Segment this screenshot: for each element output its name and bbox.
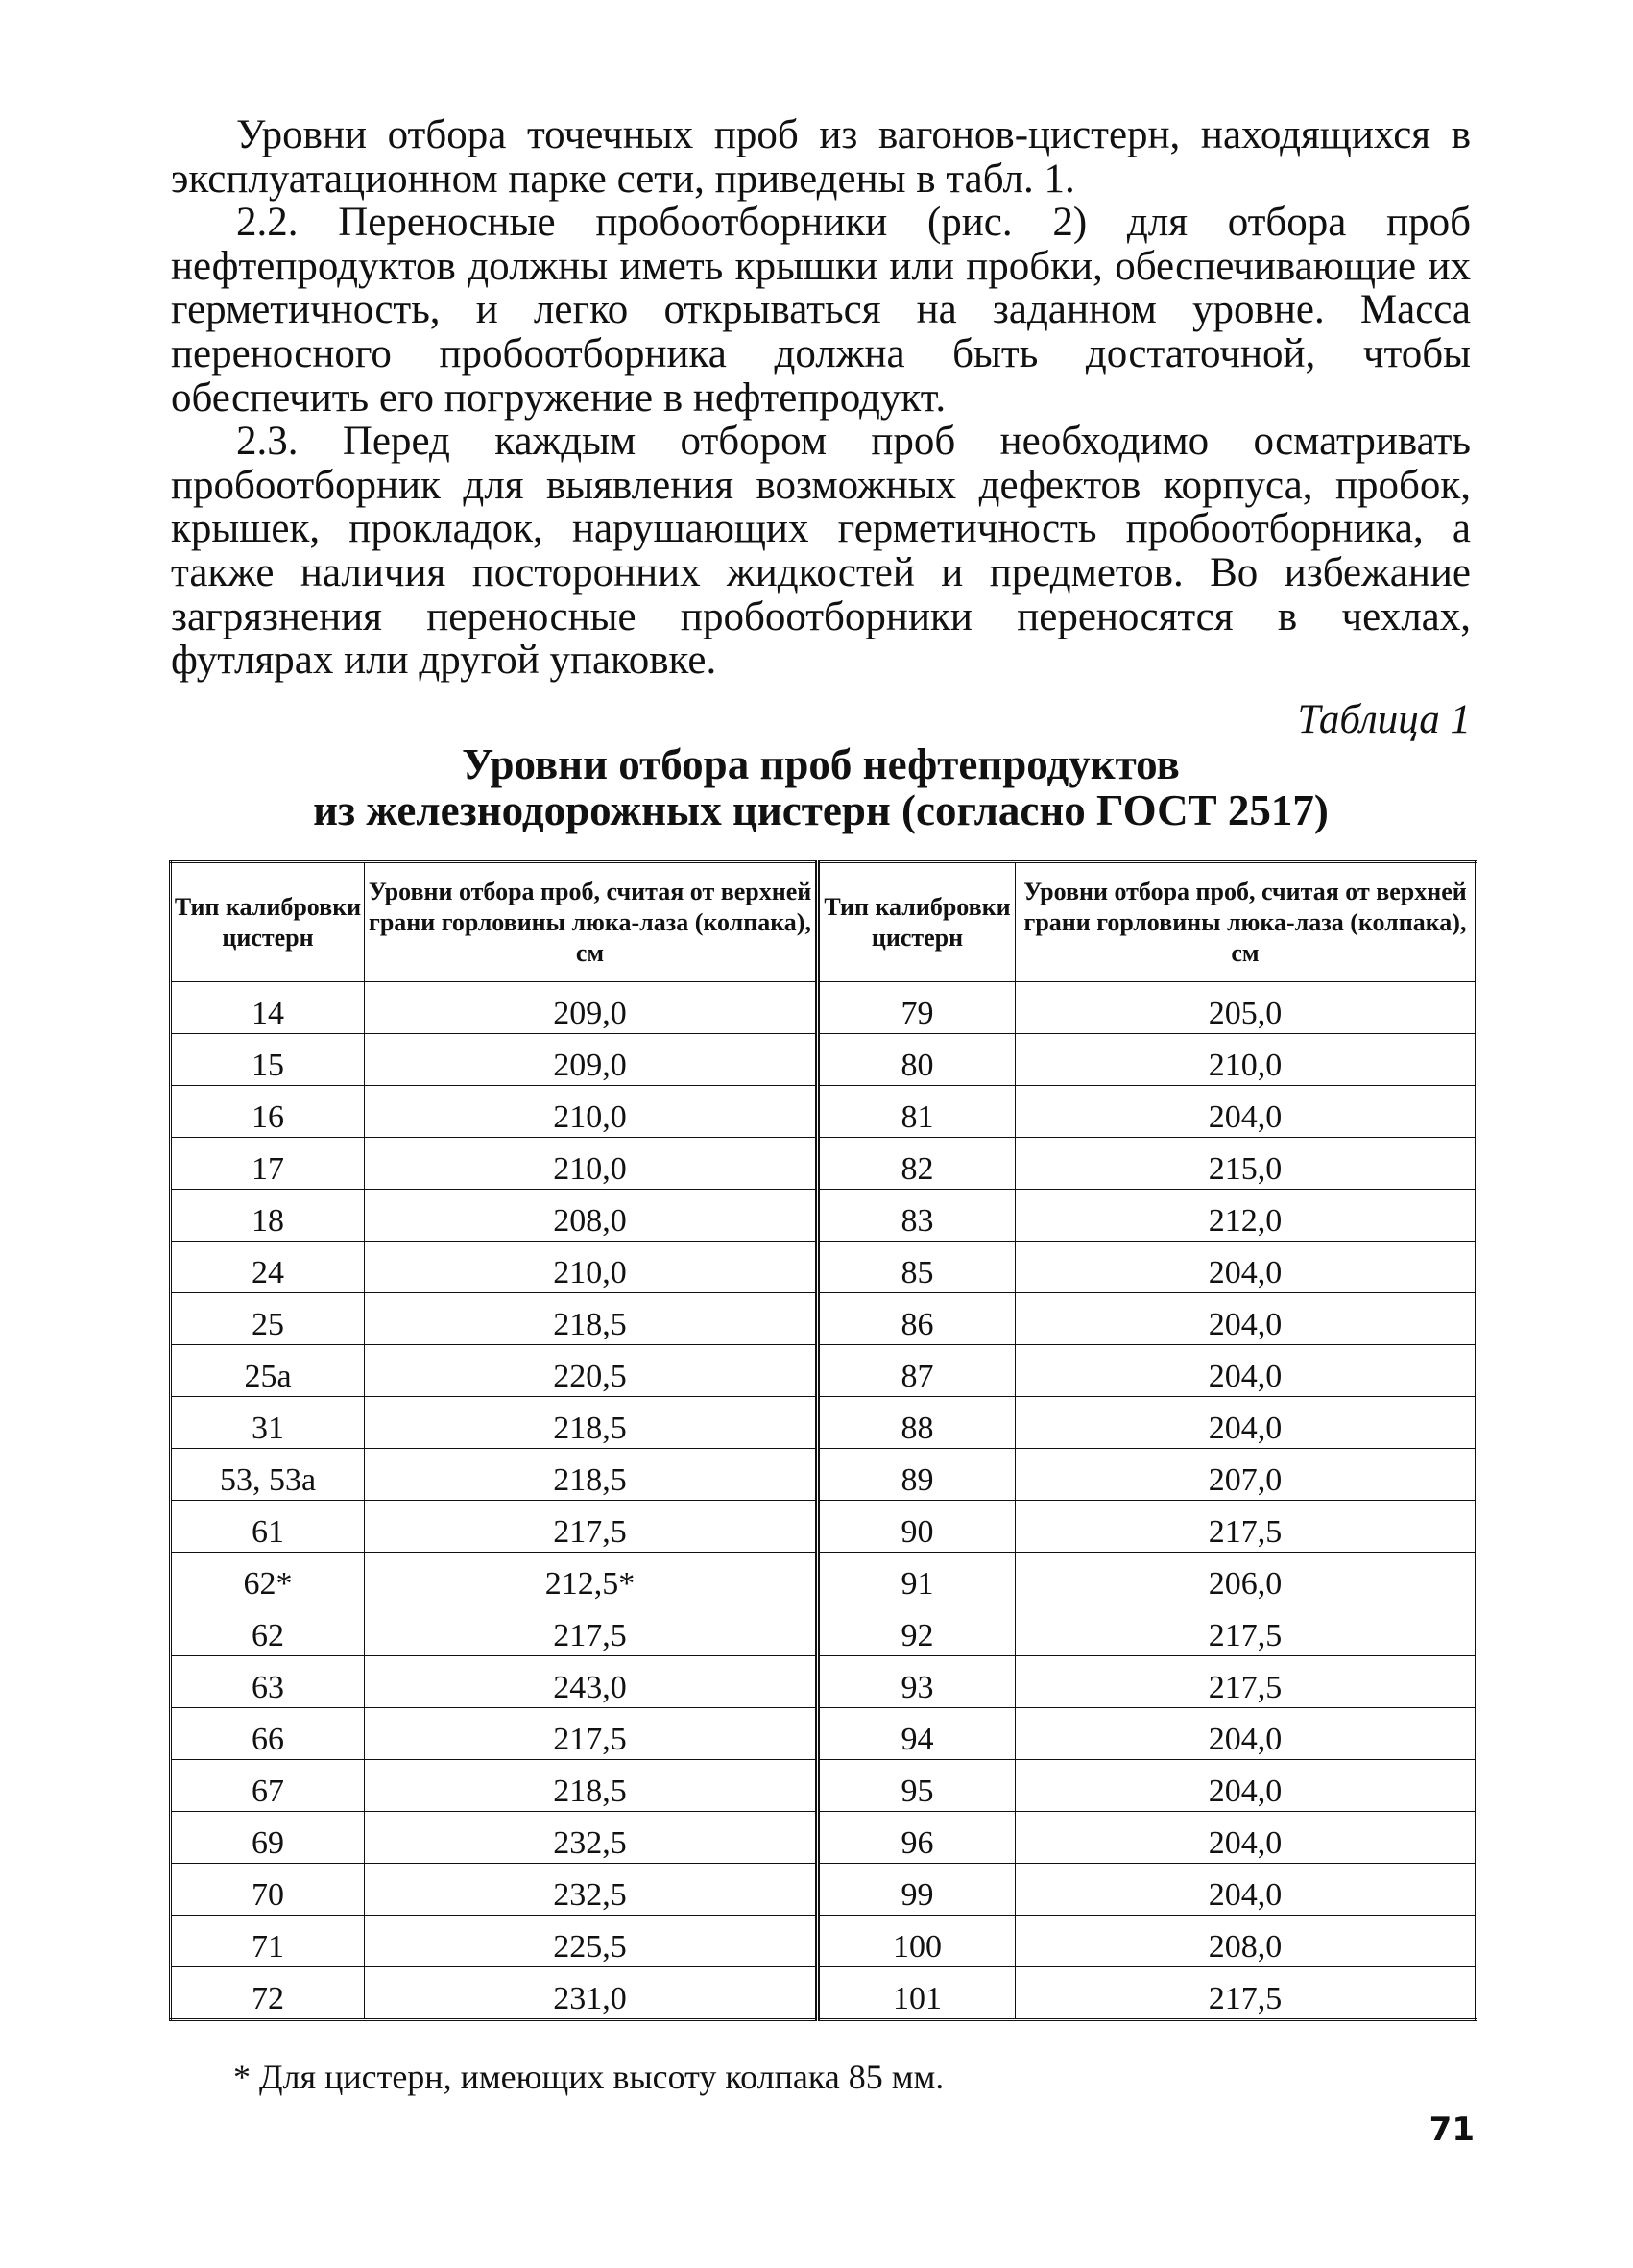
cell-level: 217,5 — [365, 1604, 818, 1656]
cell-tank-type: 31 — [171, 1397, 365, 1449]
cell-tank-type: 94 — [818, 1708, 1016, 1760]
table-row — [171, 1604, 1477, 1656]
table-row — [171, 982, 1477, 1034]
cell-level: 208,0 — [1016, 1916, 1477, 1967]
table-row — [171, 1190, 1477, 1242]
table-row — [171, 1034, 1477, 1086]
cell-tank-type: 14 — [171, 982, 365, 1034]
table-body — [171, 982, 1477, 2020]
cell-tank-type: 80 — [818, 1034, 1016, 1086]
table-row — [171, 1708, 1477, 1760]
cell-tank-type: 61 — [171, 1501, 365, 1553]
table-header-row — [171, 862, 1477, 982]
cell-level: 210,0 — [365, 1138, 818, 1190]
cell-level: 204,0 — [1016, 1812, 1477, 1864]
cell-level: 218,5 — [365, 1449, 818, 1501]
cell-level: 204,0 — [1016, 1760, 1477, 1812]
cell-tank-type: 17 — [171, 1138, 365, 1190]
cell-level: 243,0 — [365, 1656, 818, 1708]
cell-tank-type: 25а — [171, 1345, 365, 1397]
cell-tank-type: 72 — [171, 1967, 365, 2020]
cell-level: 204,0 — [1016, 1397, 1477, 1449]
cell-tank-type: 96 — [818, 1812, 1016, 1864]
cell-tank-type: 69 — [171, 1812, 365, 1864]
table-row — [171, 1864, 1477, 1916]
cell-tank-type: 95 — [818, 1760, 1016, 1812]
cell-level: 208,0 — [365, 1190, 818, 1242]
cell-tank-type: 93 — [818, 1656, 1016, 1708]
cell-level: 217,5 — [365, 1501, 818, 1553]
table-title-line-2: из железнодорожных цистерн (согласно ГОСТ 2517) — [313, 786, 1329, 834]
cell-tank-type: 53, 53а — [171, 1449, 365, 1501]
cell-level: 209,0 — [365, 982, 818, 1034]
cell-tank-type: 88 — [818, 1397, 1016, 1449]
table-label: Таблица 1 — [1297, 697, 1471, 742]
cell-tank-type: 79 — [818, 982, 1016, 1034]
sampling-levels-table — [169, 860, 1477, 2021]
cell-level: 218,5 — [365, 1397, 818, 1449]
header-tank-type-left: Тип калибровки цистерн — [171, 862, 365, 982]
cell-tank-type: 92 — [818, 1604, 1016, 1656]
cell-tank-type: 25 — [171, 1293, 365, 1345]
table-row — [171, 1656, 1477, 1708]
cell-tank-type: 87 — [818, 1345, 1016, 1397]
cell-level: 225,5 — [365, 1916, 818, 1967]
cell-tank-type: 62 — [171, 1604, 365, 1656]
header-tank-type-right: Тип калибровки цистерн — [818, 862, 1016, 982]
cell-tank-type: 81 — [818, 1086, 1016, 1138]
table-row — [171, 1345, 1477, 1397]
cell-tank-type: 67 — [171, 1760, 365, 1812]
cell-tank-type: 66 — [171, 1708, 365, 1760]
table-row — [171, 1086, 1477, 1138]
table-row — [171, 1242, 1477, 1293]
cell-level: 207,0 — [1016, 1449, 1477, 1501]
table-row — [171, 1760, 1477, 1812]
cell-level: 232,5 — [365, 1812, 818, 1864]
cell-level: 218,5 — [365, 1760, 818, 1812]
cell-tank-type: 101 — [818, 1967, 1016, 2020]
table-row — [171, 1812, 1477, 1864]
cell-level: 217,5 — [1016, 1604, 1477, 1656]
cell-level: 212,5* — [365, 1553, 818, 1604]
cell-level: 204,0 — [1016, 1293, 1477, 1345]
cell-level: 204,0 — [1016, 1864, 1477, 1916]
cell-tank-type: 62* — [171, 1553, 365, 1604]
table-row — [171, 1501, 1477, 1553]
table-row — [171, 1138, 1477, 1190]
table-title-line-1: Уровни отбора проб нефтепродуктов — [462, 740, 1180, 788]
body-text — [171, 113, 1471, 683]
cell-tank-type: 71 — [171, 1916, 365, 1967]
table-row — [171, 1293, 1477, 1345]
cell-level: 215,0 — [1016, 1138, 1477, 1190]
cell-level: 204,0 — [1016, 1345, 1477, 1397]
cell-level: 210,0 — [1016, 1034, 1477, 1086]
cell-level: 231,0 — [365, 1967, 818, 2020]
cell-level: 204,0 — [1016, 1242, 1477, 1293]
cell-tank-type: 18 — [171, 1190, 365, 1242]
cell-tank-type: 89 — [818, 1449, 1016, 1501]
cell-level: 212,0 — [1016, 1190, 1477, 1242]
table-row — [171, 1916, 1477, 1967]
header-level-left: Уровни отбора проб, считая от верхней грани горловины люка-лаза (колпака), см — [365, 862, 818, 982]
cell-tank-type: 63 — [171, 1656, 365, 1708]
table-title — [171, 741, 1471, 833]
cell-tank-type: 82 — [818, 1138, 1016, 1190]
cell-level: 217,5 — [1016, 1967, 1477, 2020]
paragraph-3: 2.3. Перед каждым отбором проб необходимо осматривать пробоотборник для выявления возможных дефектов корпуса, пробок, крышек, прокладок, нарушающих герметичность пробоотборника, а также наличия посторонних жидкостей и предметов. Во избежание загрязнения переносные пробоотборники переносятся в чехлах, футлярах или другой упаковке. — [171, 419, 1471, 684]
cell-level: 217,5 — [1016, 1656, 1477, 1708]
cell-level: 205,0 — [1016, 982, 1477, 1034]
cell-tank-type: 91 — [818, 1553, 1016, 1604]
cell-tank-type: 15 — [171, 1034, 365, 1086]
table-row — [171, 1967, 1477, 2020]
cell-tank-type: 24 — [171, 1242, 365, 1293]
cell-tank-type: 86 — [818, 1293, 1016, 1345]
header-level-right: Уровни отбора проб, считая от верхней грани горловины люка-лаза (колпака), см — [1016, 862, 1477, 982]
page-number: 71 — [1429, 2111, 1475, 2149]
cell-level: 204,0 — [1016, 1086, 1477, 1138]
cell-level: 210,0 — [365, 1242, 818, 1293]
cell-tank-type: 70 — [171, 1864, 365, 1916]
cell-level: 210,0 — [365, 1086, 818, 1138]
cell-tank-type: 83 — [818, 1190, 1016, 1242]
cell-level: 209,0 — [365, 1034, 818, 1086]
cell-level: 204,0 — [1016, 1708, 1477, 1760]
table-container — [169, 860, 1475, 2021]
cell-level: 217,5 — [1016, 1501, 1477, 1553]
cell-level: 217,5 — [365, 1708, 818, 1760]
cell-level: 232,5 — [365, 1864, 818, 1916]
cell-tank-type: 90 — [818, 1501, 1016, 1553]
cell-tank-type: 85 — [818, 1242, 1016, 1293]
table-row — [171, 1449, 1477, 1501]
paragraph-1: Уровни отбора точечных проб из вагонов-цистерн, находящихся в эксплуатационном парке сети, приведены в табл. 1. — [171, 112, 1471, 202]
paragraph-2: 2.2. Переносные пробоотборники (рис. 2) для отбора проб нефтепродуктов должны иметь крышки или пробки, обеспечивающие их герметичность, и легко открываться на заданном уровне. Масса переносного пробоотборника должна быть достаточной, чтобы обеспечить его погружение в нефтепродукт. — [171, 200, 1471, 421]
cell-tank-type: 100 — [818, 1916, 1016, 1967]
footnote: * Для цистерн, имеющих высоту колпака 85 мм. — [233, 2058, 945, 2096]
table-row — [171, 1553, 1477, 1604]
cell-level: 218,5 — [365, 1293, 818, 1345]
cell-tank-type: 16 — [171, 1086, 365, 1138]
table-row — [171, 1397, 1477, 1449]
cell-tank-type: 99 — [818, 1864, 1016, 1916]
cell-level: 220,5 — [365, 1345, 818, 1397]
cell-level: 206,0 — [1016, 1553, 1477, 1604]
